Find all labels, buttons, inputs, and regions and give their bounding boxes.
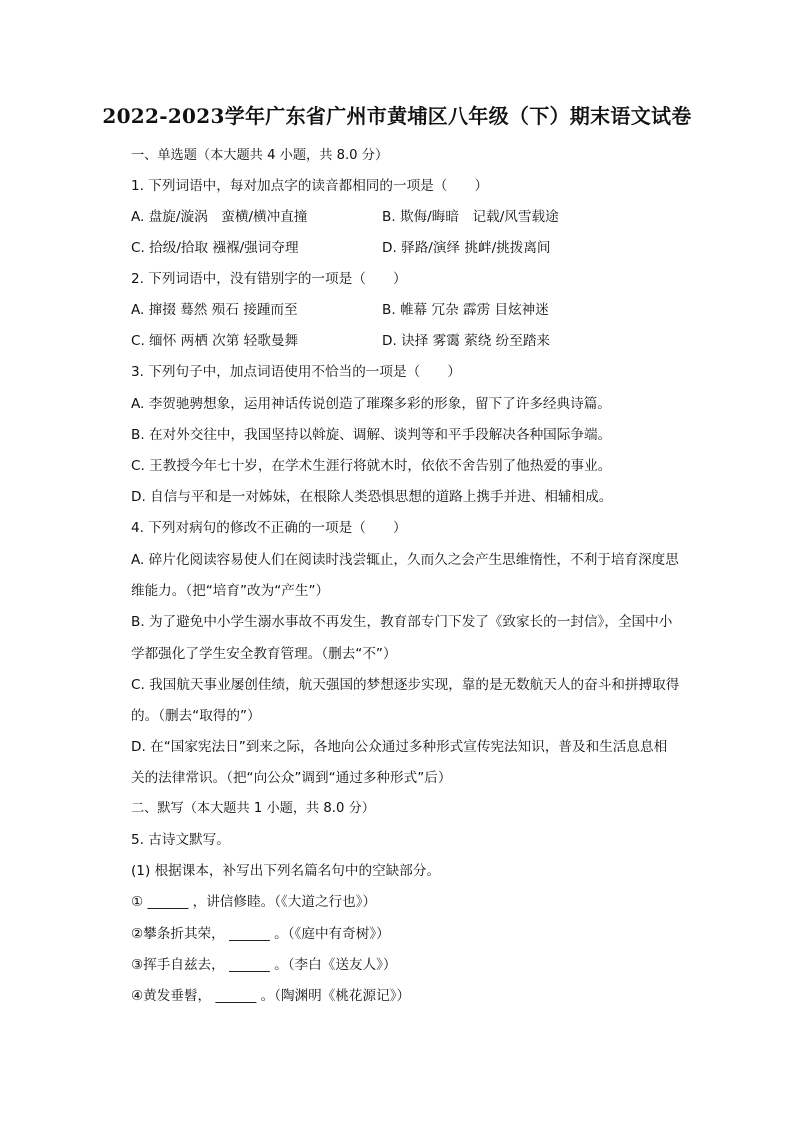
question-5-subquestion-1: (1) 根据课本，补写出下列名篇名句中的空缺部分。 <box>131 863 441 879</box>
question-2-stem: 2. 下列词语中，没有错别字的一项是（ ） <box>131 271 407 287</box>
section-heading-2: 二、默写（本大题共 1 小题，共 8.0 分） <box>131 801 375 816</box>
question-4-option-c-line1: C. 我国航天事业屡创佳绩，航天强国的梦想逐步实现，靠的是无数航天人的奋斗和拼搏取得 <box>131 677 680 693</box>
question-3-option-c: C. 王教授今年七十岁，在学术生涯行将就木时，依依不舍告别了他热爱的事业。 <box>131 458 612 474</box>
fill-blank-line-3: ③挥手自兹去， ______ 。（李白《送友人》） <box>131 957 397 973</box>
question-1-stem: 1. 下列词语中，每对加点字的读音都相同的一项是（ ） <box>131 178 489 194</box>
question-4-stem: 4. 下列对病句的修改不正确的一项是（ ） <box>131 520 407 536</box>
question-2-option-d: D. 诀择 雾霭 萦绕 纷至踏来 <box>382 333 551 349</box>
fill-blank-line-2: ②攀条折其荣， ______ 。（《庭中有奇树》） <box>131 926 390 942</box>
question-3-option-a: A. 李贺驰骋想象，运用神话传说创造了璀璨多彩的形象，留下了许多经典诗篇。 <box>131 396 611 412</box>
question-4-option-a-line2: 维能力。（把“培育”改为“产生”） <box>131 583 330 599</box>
question-4-option-b-line1: B. 为了避免中小学生溺水事故不再发生，教育部专门下发了《致家长的一封信》，全国中小 <box>131 614 673 630</box>
question-1-option-c: C. 拾级/拾取 襁褓/强词夺理 <box>131 240 299 256</box>
question-2-option-b: B. 帷幕 冗杂 霹雳 目炫神迷 <box>382 302 549 318</box>
fill-blank-line-4: ④黄发垂髫， ______ 。（陶渊明《桃花源记》） <box>131 988 411 1004</box>
fill-blank-line-1: ① ______ ，讲信修睦。（《大道之行也》） <box>131 894 377 910</box>
question-3-stem: 3. 下列句子中，加点词语使用不恰当的一项是（ ） <box>131 364 461 380</box>
question-4-option-a-line1: A. 碎片化阅读容易使人们在阅读时浅尝辄止，久而久之会产生思维惰性，不利于培育深度思 <box>131 552 679 568</box>
question-4-option-c-line2: 的。（删去“取得的”） <box>131 708 261 724</box>
question-3-option-d: D. 自信与平和是一对姊妹，在根除人类恐惧思想的道路上携手并进、相辅相成。 <box>131 489 613 505</box>
question-1-option-b: B. 欺侮/晦暗 记载/风雪载途 <box>382 209 559 225</box>
question-4-option-b-line2: 学都强化了学生安全教育管理。（删去“不”） <box>131 646 397 662</box>
question-2-option-c: C. 缅怀 两栖 次第 轻歌曼舞 <box>131 333 299 349</box>
section-heading-1: 一、单选题（本大题共 4 小题，共 8.0 分） <box>131 148 389 163</box>
question-5-stem: 5. 古诗文默写。 <box>131 832 230 848</box>
question-1-option-a: A. 盘旋/漩涡 蛮横/横冲直撞 <box>131 209 308 225</box>
question-3-option-b: B. 在对外交往中，我国坚持以斡旋、调解、谈判等和平手段解决各种国际争端。 <box>131 427 612 443</box>
question-4-option-d-line2: 关的法律常识。（把“向公众”调到“通过多种形式”后） <box>131 770 452 786</box>
question-4-option-d-line1: D. 在“国家宪法日”到来之际，各地向公众通过多种形式宣传宪法知识，普及和生活息息相 <box>131 739 668 755</box>
page-title: 2022-2023学年广东省广州市黄埔区八年级（下）期末语文试卷 <box>102 104 692 128</box>
question-2-option-a: A. 撺掇 蓦然 殒石 接踵而至 <box>131 302 298 318</box>
question-1-option-d: D. 驿路/演绎 挑衅/挑拨离间 <box>382 240 551 256</box>
